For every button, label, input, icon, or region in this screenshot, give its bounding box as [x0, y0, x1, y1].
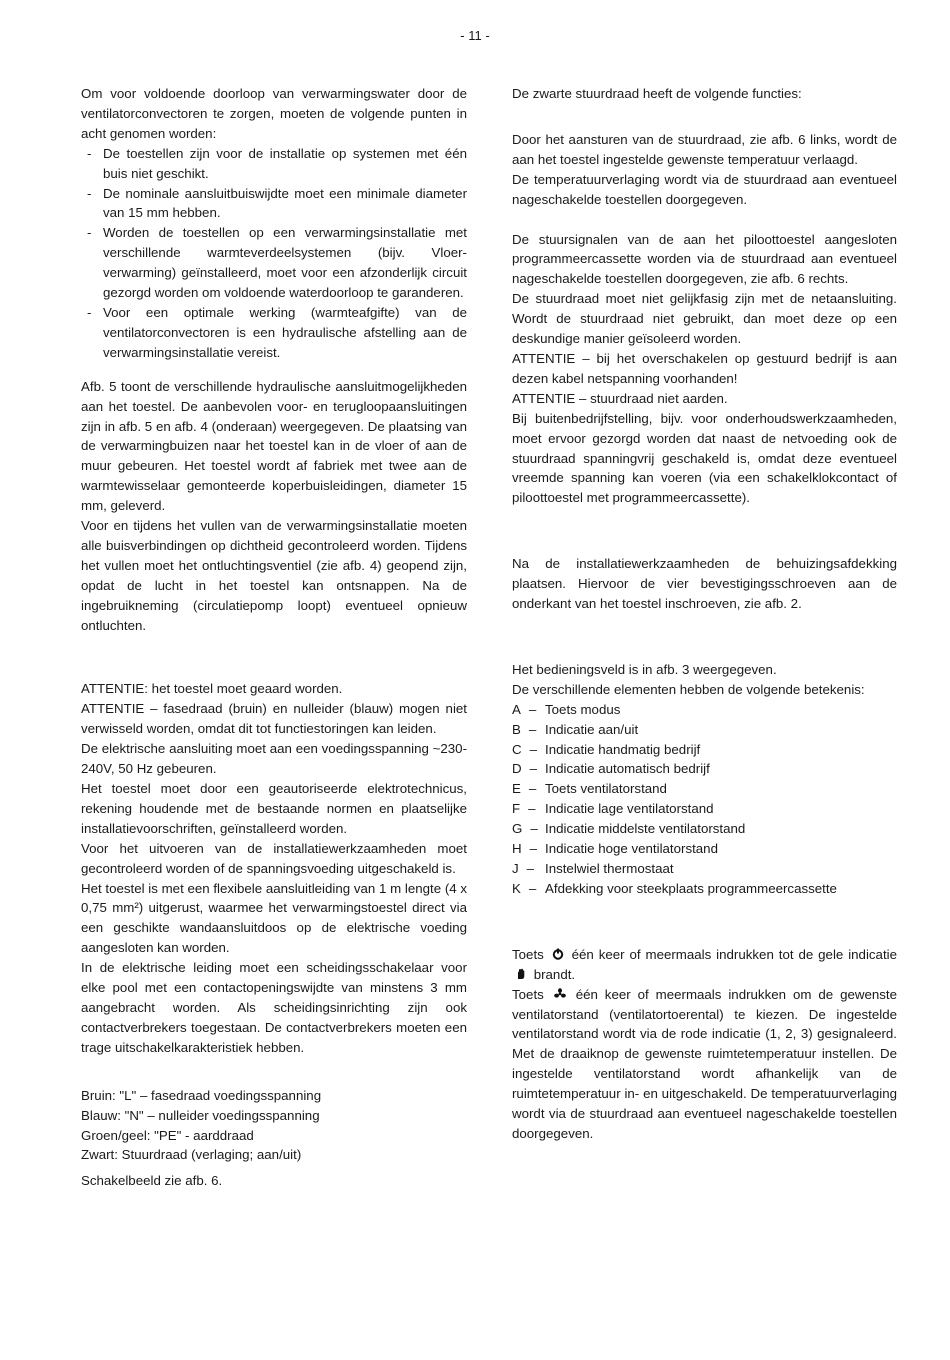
legend-letter: F	[512, 801, 521, 817]
fan-speed-paragraph	[512, 985, 897, 1144]
panel-legend	[512, 700, 897, 899]
op1-text-a: Toets	[512, 946, 544, 962]
control-wire-intro: De zwarte stuurdraad heeft de volgende functies:	[512, 86, 802, 101]
cover-paragraph: Na de installatiewerkzaamheden de behuizingsafdekking plaatsen. Hiervoor de vier bevestigingsschroeven aan de onderkant van het toestel inschroeven, zie afb. 2.	[512, 556, 897, 612]
wire-green-yellow: Groen/geel: "PE" - aarddraad	[81, 1127, 254, 1143]
legend-row	[512, 859, 897, 879]
control-wire-p1: Door het aansturen van de stuurdraad, zie afb. 6 links, wordt de aan het toestel ingestelde gewenste temperatuur verlaagd.	[512, 131, 897, 167]
operation-mode-paragraph	[512, 945, 897, 985]
legend-letter: G	[512, 821, 523, 837]
panel-intro-2: De verschillende elementen hebben de volgende betekenis:	[512, 681, 865, 697]
voltage-paragraph: De elektrische aansluiting moet aan een voedingsspanning ~230-240V, 50 Hz gebeuren.	[81, 741, 467, 777]
power-off-paragraph: Voor het uitvoeren van de installatiewerkzaamheden moet gecontroleerd worden of de spanningsvoeding uitgeschakeld is.	[81, 840, 467, 876]
legend-letter: C	[512, 741, 522, 757]
cable-paragraph: Het toestel is met een flexibele aansluitleiding van 1 m lengte (4 x 0,75 mm²) uitgerust, waarmee het verwarmingstoestel direct via een geschikte wandaansluitdoos op de elektrische voeding aangesloten kan worden.	[81, 880, 467, 956]
legend-dash: –	[528, 721, 537, 737]
legend-letter: J	[512, 861, 519, 876]
legend-row	[512, 740, 897, 760]
list-item: - De toestellen zijn voor de installatie op systemen met één buis niet geschikt.	[81, 144, 467, 184]
legend-letter: B	[512, 721, 521, 737]
legend-dash: –	[528, 701, 537, 717]
legend-text: Indicatie automatisch bedrijf	[545, 761, 710, 777]
op1-text-b: één keer of meermaals indrukken tot de gele indicatie	[571, 946, 897, 962]
control-wire-p5: ATTENTIE – bij het overschakelen op gestuurd bedrijf is aan dezen kabel netspanning voorhanden!	[512, 350, 897, 386]
legend-letter: A	[512, 701, 521, 717]
legend-key	[512, 700, 545, 720]
fan-icon	[554, 986, 566, 998]
legend-key	[512, 839, 545, 859]
legend-letter: E	[512, 781, 521, 797]
legend-dash: –	[528, 801, 536, 817]
legend-text: Indicatie lage ventilatorstand	[545, 801, 714, 817]
legend-text: Afdekking voor steekplaats programmeercassette	[545, 880, 837, 896]
list-item: - Worden de toestellen op een verwarmingsinstallatie met verschillende warmteverdeelsystemen (bijv. Vloer-verwarming) geïnstalleerd, moet voor een afzonderlijk circuit gezorgd worden om voldoende waterdoorloop te garanderen.	[81, 223, 467, 303]
schema-reference: Schakelbeeld zie afb. 6.	[81, 1173, 223, 1189]
legend-text: Instelwiel thermostaat	[545, 861, 674, 876]
panel-intro-1: Het bedieningsveld is in afb. 3 weergegeven.	[512, 661, 777, 677]
wire-black: Zwart: Stuurdraad (verlaging; aan/uit)	[81, 1147, 302, 1163]
legend-row	[512, 700, 897, 720]
right-column	[512, 84, 897, 1144]
legend-dash: –	[529, 761, 538, 777]
legend-text: Indicatie aan/uit	[545, 721, 639, 737]
legend-dash: –	[526, 861, 535, 876]
intro-paragraph: Om voor voldoende doorloop van verwarmingswater door de ventilatorconvectoren te zorgen, moeten de volgende punten in acht genomen worden:	[81, 86, 467, 141]
legend-dash: –	[529, 741, 538, 757]
list-item: - Voor een optimale werking (warmteafgifte) van de ventilatorconvectoren is een hydraulische afstelling aan de verwarmingsinstallatie vereist.	[81, 303, 467, 363]
legend-text: Indicatie middelste ventilatorstand	[545, 821, 746, 837]
legend-text: Toets ventilatorstand	[545, 781, 667, 797]
requirements-list	[81, 144, 467, 363]
wire-blue: Blauw: "N" – nulleider voedingsspanning	[81, 1107, 320, 1123]
control-wire-p4: De stuurdraad moet niet gelijkfasig zijn met de netaansluiting. Wordt de stuurdraad niet gebruikt, dan moet deze op een deskundige manier geïsoleerd worden.	[512, 291, 897, 347]
legend-row	[512, 779, 897, 799]
legend-key	[512, 819, 545, 839]
power-icon	[552, 946, 564, 958]
control-wire-p6: ATTENTIE – stuurdraad niet aarden.	[512, 390, 728, 406]
electrician-paragraph: Het toestel moet door een geautoriseerde elektrotechnicus, rekening houdende met de bestaande normen en plaatselijke installatievoorschriften, geïnstalleerd worden.	[81, 781, 467, 836]
list-item: - De nominale aansluitbuiswijdte moet een minimale diameter van 15 mm hebben.	[81, 184, 467, 224]
control-wire-p7: Bij buitenbedrijfstelling, bijv. voor onderhoudswerkzaamheden, moet ervoor gezorgd worden dat naast de netvoeding ook de stuurdraad spanningvrij geschakeld is, omdat deze eventueel vreemde spanning kan voeren (via een schakelklokcontact of piloottoestel met programmeercassette).	[512, 410, 897, 506]
legend-row	[512, 759, 897, 779]
legend-key	[512, 859, 545, 879]
legend-row	[512, 879, 897, 899]
legend-row	[512, 819, 897, 839]
legend-key	[512, 759, 545, 779]
phase-warning: ATTENTIE – fasedraad (bruin) en nulleider (blauw) mogen niet verwisseld worden, omdat dit tot functiestoringen kan leiden.	[81, 701, 467, 737]
control-wire-p3: De stuursignalen van de aan het piloottoestel aangesloten programmeercassette worden via de stuurdraad aan eventueel nageschakelde toestellen doorgegeven, zie afb. 6 rechts.	[512, 231, 897, 287]
legend-key	[512, 779, 545, 799]
legend-key	[512, 720, 545, 740]
legend-dash: –	[528, 781, 537, 797]
left-column	[81, 84, 467, 1191]
legend-text: Indicatie hoge ventilatorstand	[545, 841, 718, 857]
hydraulic-paragraph: Afb. 5 toont de verschillende hydraulische aansluitmogelijkheden aan het toestel. De aanbevolen voor- en terugloopaansluitingen zijn in afb. 5 en afb. 4 (onderaan) weergegeven. De plaatsing van de verwarmingbuizen naar het toestel kan in de vloer of aan de muur gebeuren. Het toestel wordt af fabriek met twee aan de warmtewisselaar gemonteerde koperbuisleidingen, diameter 15 mm, geleverd.	[81, 378, 467, 514]
op1-text-c: brandt.	[533, 966, 576, 982]
control-wire-p2: De temperatuurverlaging wordt via de stuurdraad aan eventueel nageschakelde toestellen doorgegeven.	[512, 171, 897, 207]
legend-letter: D	[512, 761, 522, 777]
hand-icon	[515, 966, 527, 978]
legend-letter: K	[512, 880, 521, 896]
legend-text: Toets modus	[545, 701, 621, 717]
legend-dash: –	[528, 880, 537, 896]
earth-warning: ATTENTIE: het toestel moet geaard worden.	[81, 681, 343, 697]
legend-key	[512, 879, 545, 899]
page-number: - 11 -	[460, 28, 490, 43]
legend-row	[512, 720, 897, 740]
legend-key	[512, 740, 545, 760]
wire-brown: Bruin: "L" – fasedraad voedingsspanning	[81, 1087, 322, 1103]
legend-row	[512, 799, 897, 819]
wire-colors	[81, 1086, 467, 1166]
op2-text-b: één keer of meermaals indrukken om de gewenste ventilatorstand (ventilatortoerental) te kiezen. De ingestelde ventilatorstand wordt via de rode indicatie (1, 2, 3) gesignaleerd. Met de draaiknop de gewenste ruimtetemperatuur instellen. De ingestelde ventilatorstand wordt afhankelijk van de ruimtetemperatuur in- en uitgeschakeld. De temperatuurverlaging wordt via de stuurdraad aan eventueel nageschakelde toestellen doorgegeven.	[512, 986, 898, 1141]
legend-key	[512, 799, 545, 819]
legend-dash: –	[530, 821, 538, 837]
switch-paragraph: In de elektrische leiding moet een scheidingsschakelaar voor elke pool met een contactopeningswijdte van minstens 3 mm aangebracht worden. Als scheidingsinrichting zijn ook contactverbrekers toegestaan. De contactverbrekers moeten een trage uitschakelkarakteristiek hebben.	[81, 960, 467, 1055]
op2-text-a: Toets	[512, 986, 544, 1002]
legend-text: Indicatie handmatig bedrijf	[545, 741, 701, 757]
legend-letter: H	[512, 841, 522, 857]
legend-dash: –	[529, 841, 538, 857]
legend-row	[512, 839, 897, 859]
filling-paragraph: Voor en tijdens het vullen van de verwarmingsinstallatie moeten alle buisverbindingen op dichtheid gecontroleerd worden. Tijdens het vullen moet het ontluchtingsventiel (zie afb. 4) geopend zijn, opdat de lucht in het toestel kan ontsnappen. Na de ingebruikneming (circulatiepomp loopt) eventueel opnieuw ontluchten.	[81, 518, 467, 633]
